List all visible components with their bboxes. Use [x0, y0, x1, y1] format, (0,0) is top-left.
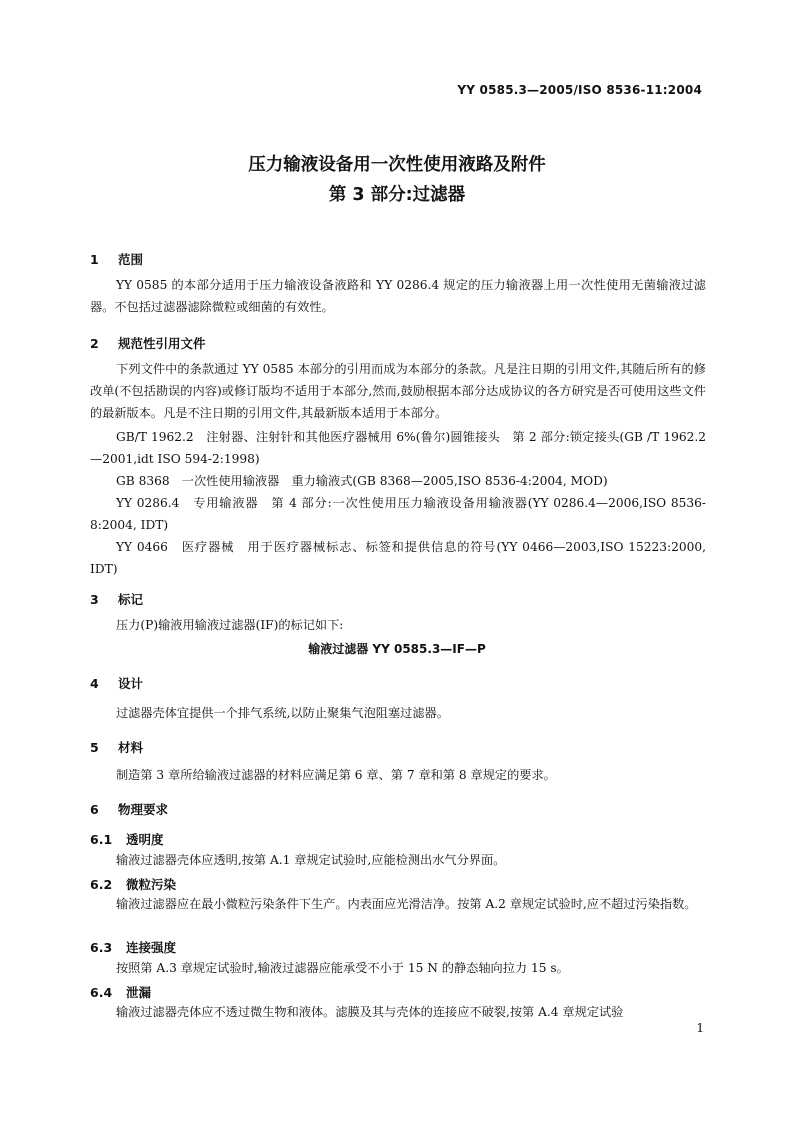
section-6-3-paragraph: 按照第 A.3 章规定试验时,输液过滤器应能承受不小于 15 N 的静态轴向拉力 15 s。: [116, 961, 569, 975]
section-title: 设计: [118, 676, 144, 691]
section-6-1-heading: [90, 830, 164, 848]
section-number: 3: [90, 592, 99, 607]
section-number: 4: [90, 676, 99, 691]
standard-code: YY 0585.3—2005/ISO 8536-11:2004: [457, 83, 702, 97]
document-subtitle: 第 3 部分:过滤器: [328, 185, 466, 205]
section-5-heading: [90, 738, 143, 756]
section-title: 物理要求: [118, 802, 169, 817]
section-6-1-paragraph: 输液过滤器壳体应透明,按第 A.1 章规定试验时,应能检测出水气分界面。: [116, 853, 506, 867]
section-number: 6.1: [90, 832, 113, 847]
reference-yy-0286-4: YY 0286.4 专用输液器 第 4 部分:一次性使用压力输液设备用输液器(YY 0286.4—2006,ISO 8536-8:2004, IDT): [90, 496, 706, 532]
section-6-2-paragraph: 输液过滤器应在最小微粒污染条件下生产。内表面应光滑洁净。按第 A.2 章规定试验时,应不超过污染指数。: [116, 897, 697, 911]
section-1-heading: [90, 250, 143, 268]
section-3-paragraph: 压力(P)输液用输液过滤器(IF)的标记如下:: [116, 618, 344, 632]
section-4-paragraph: 过滤器壳体宜提供一个排气系统,以防止聚集气泡阻塞过滤器。: [116, 706, 449, 720]
section-number: 6.2: [90, 877, 113, 892]
section-title: 透明度: [126, 832, 164, 847]
section-2-heading: [90, 334, 206, 352]
section-4-heading: [90, 674, 143, 692]
section-number: 6.4: [90, 985, 113, 1000]
section-title: 连接强度: [126, 940, 177, 955]
section-6-heading: [90, 800, 168, 818]
section-5-paragraph: 制造第 3 章所给输液过滤器的材料应满足第 6 章、第 7 章和第 8 章规定的要求。: [116, 768, 556, 782]
page-number: 1: [696, 1021, 704, 1035]
section-title: 规范性引用文件: [118, 336, 206, 351]
section-6-4-paragraph: 输液过滤器壳体应不透过微生物和液体。滤膜及其与壳体的连接应不破裂,按第 A.4 章规定试验: [116, 1005, 624, 1019]
section-3-heading: [90, 590, 143, 608]
section-1-paragraph: YY 0585 的本部分适用于压力输液设备液路和 YY 0286.4 规定的压力输液器上用一次性使用无菌输液过滤器。不包括过滤器滤除微粒或细菌的有效性。: [90, 278, 706, 314]
section-title: 微粒污染: [126, 877, 177, 892]
designation-example: 输液过滤器 YY 0585.3—IF—P: [308, 642, 486, 656]
section-number: 6.3: [90, 940, 113, 955]
section-number: 2: [90, 336, 99, 351]
section-title: 泄漏: [126, 985, 152, 1000]
section-title: 标记: [118, 592, 144, 607]
section-6-4-heading: [90, 983, 151, 1001]
section-6-3-heading: [90, 938, 176, 956]
section-number: 1: [90, 252, 99, 267]
section-2-paragraph: 下列文件中的条款通过 YY 0585 本部分的引用而成为本部分的条款。凡是注日期的引用文件,其随后所有的修改单(不包括勘误的内容)或修订版均不适用于本部分,然而,鼓励根据本部分达成协议的各方研究是否可使用这些文件的最新版本。凡是不注日期的引用文件,其最新版本适用于本部分。: [90, 362, 706, 420]
reference-gb-t-1962-2: GB/T 1962.2 注射器、注射针和其他医疗器械用 6%(鲁尔)圆锥接头 第 2 部分:锁定接头(GB /T 1962.2—2001,idt ISO 594-2:1998): [90, 430, 706, 466]
document-title: 压力输液设备用一次性使用液路及附件: [248, 155, 546, 175]
section-title: 材料: [118, 740, 144, 755]
reference-yy-0466: YY 0466 医疗器械 用于医疗器械标志、标签和提供信息的符号(YY 0466—2003,ISO 15223:2000, IDT): [90, 540, 706, 576]
section-number: 5: [90, 740, 99, 755]
reference-gb-8368: GB 8368 一次性使用输液器 重力输液式(GB 8368—2005,ISO 8536-4:2004, MOD): [116, 474, 608, 488]
section-title: 范围: [118, 252, 144, 267]
section-number: 6: [90, 802, 99, 817]
section-6-2-heading: [90, 875, 176, 893]
